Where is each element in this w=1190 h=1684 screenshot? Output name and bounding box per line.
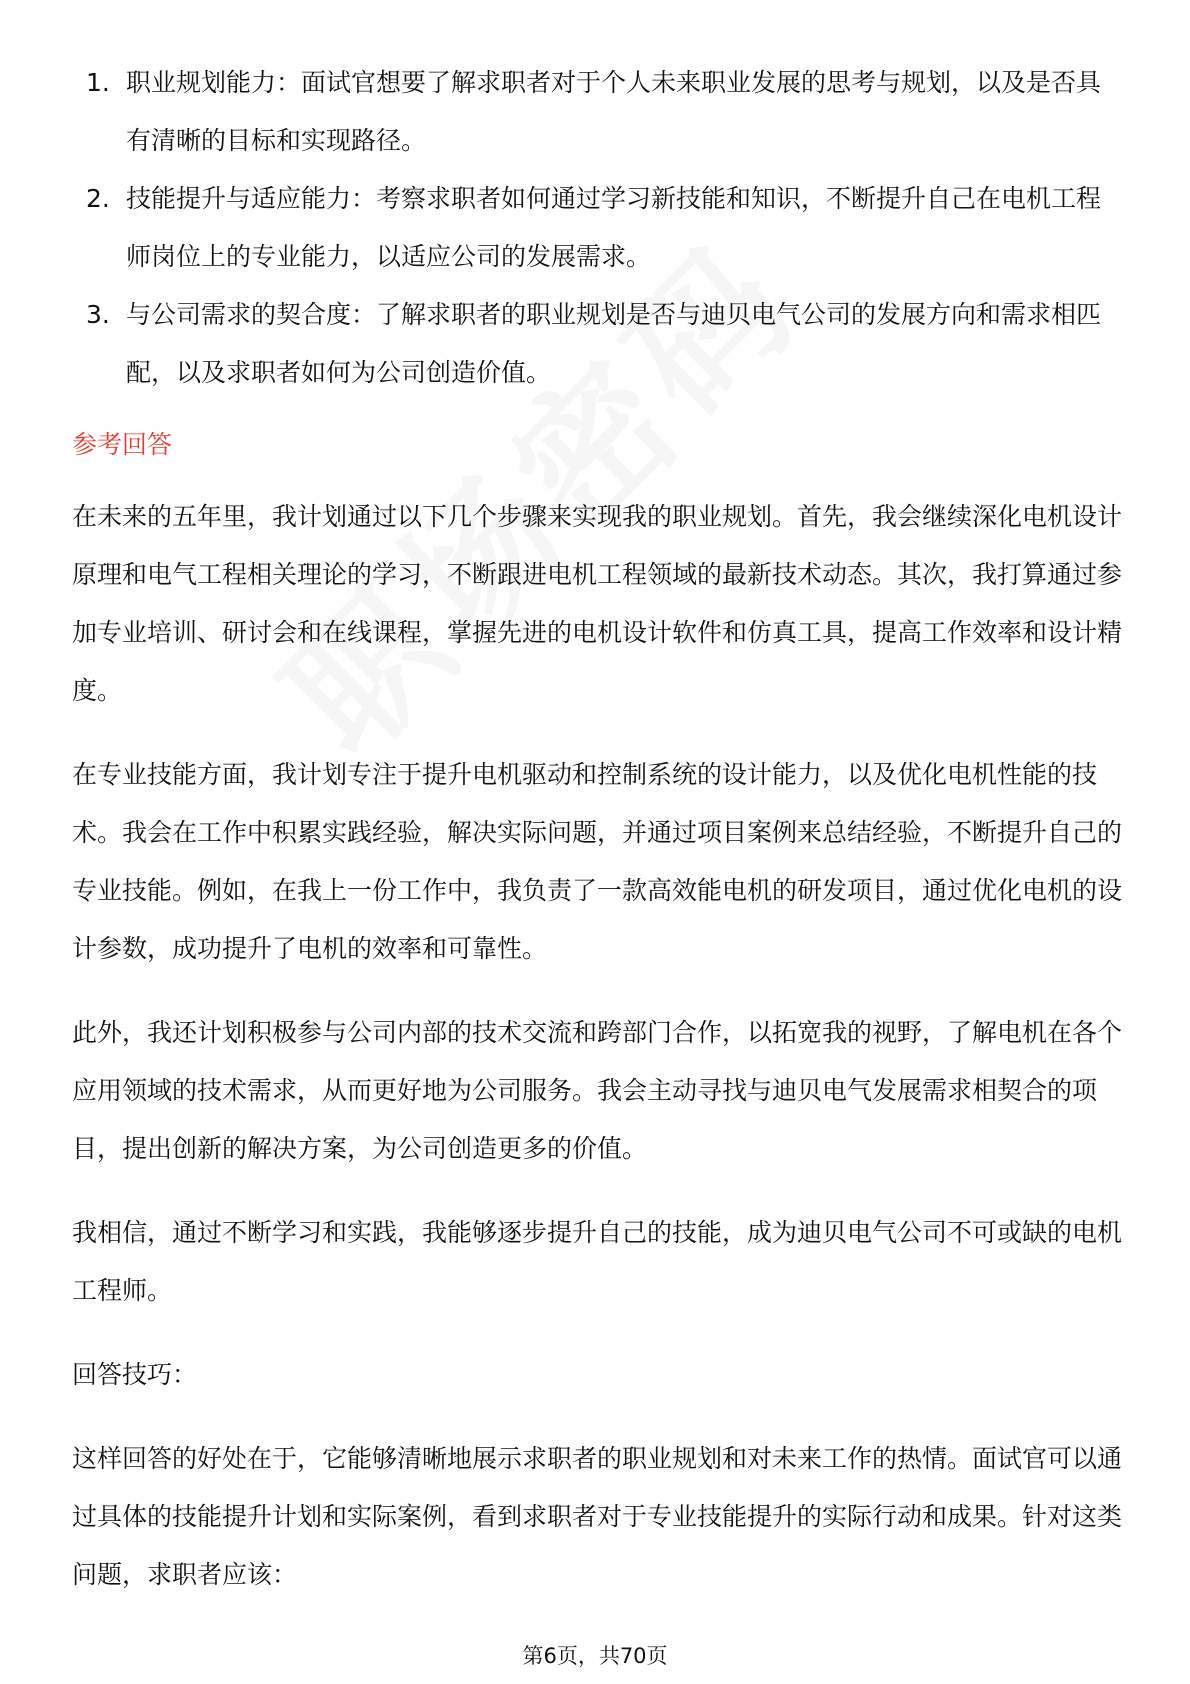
list-item: [72, 170, 1122, 286]
list-item-text: 职业规划能力：面试官想要了解求职者对于个人未来职业发展的思考与规划，以及是否具有清晰的目标和实现路径。: [126, 68, 1102, 155]
paragraph: 在专业技能方面，我计划专注于提升电机驱动和控制系统的设计能力，以及优化电机性能的技术。我会在工作中积累实践经验，解决实际问题，并通过项目案例来总结经验，不断提升自己的专业技能。例如，在我上一份工作中，我负责了一款高效能电机的研发项目，通过优化电机的设计参数，成功提升了电机的效率和可靠性。: [72, 760, 1123, 963]
list-item-text: 技能提升与适应能力：考察求职者如何通过学习新技能和知识，不断提升自己在电机工程师岗位上的专业能力，以适应公司的发展需求。: [126, 184, 1102, 271]
tips-heading: 回答技巧：: [72, 1360, 198, 1389]
list-item: [72, 54, 1122, 170]
list-item-number: 1.: [86, 68, 110, 97]
numbered-list: [72, 54, 1122, 402]
list-item-number: 3.: [86, 300, 110, 329]
paragraph: 这样回答的好处在于，它能够清晰地展示求职者的职业规划和对未来工作的热情。面试官可以通过具体的技能提升计划和实际案例，看到求职者对于专业技能提升的实际行动和成果。针对这类问题，求职者应该：: [72, 1444, 1123, 1589]
section-title: 参考回答: [72, 430, 173, 459]
list-item: [72, 286, 1122, 402]
paragraph: 我相信，通过不断学习和实践，我能够逐步提升自己的技能，成为迪贝电气公司不可或缺的电机工程师。: [72, 1218, 1123, 1305]
list-item-number: 2.: [86, 184, 110, 213]
main-content: [72, 54, 1122, 1630]
paragraph: 在未来的五年里，我计划通过以下几个步骤来实现我的职业规划。首先，我会继续深化电机设计原理和电气工程相关理论的学习，不断跟进电机工程领域的最新技术动态。其次，我打算通过参加专业培训、研讨会和在线课程，掌握先进的电机设计软件和仿真工具，提高工作效率和设计精度。: [72, 502, 1123, 705]
paragraph: 此外，我还计划积极参与公司内部的技术交流和跨部门合作，以拓宽我的视野，了解电机在各个应用领域的技术需求，从而更好地为公司服务。我会主动寻找与迪贝电气发展需求相契合的项目，提出创新的解决方案，为公司创造更多的价值。: [72, 1018, 1123, 1163]
list-item-text: 与公司需求的契合度：了解求职者的职业规划是否与迪贝电气公司的发展方向和需求相匹配，以及求职者如何为公司创造价值。: [126, 300, 1102, 387]
page-footer: 第6页，共70页: [522, 1644, 668, 1668]
